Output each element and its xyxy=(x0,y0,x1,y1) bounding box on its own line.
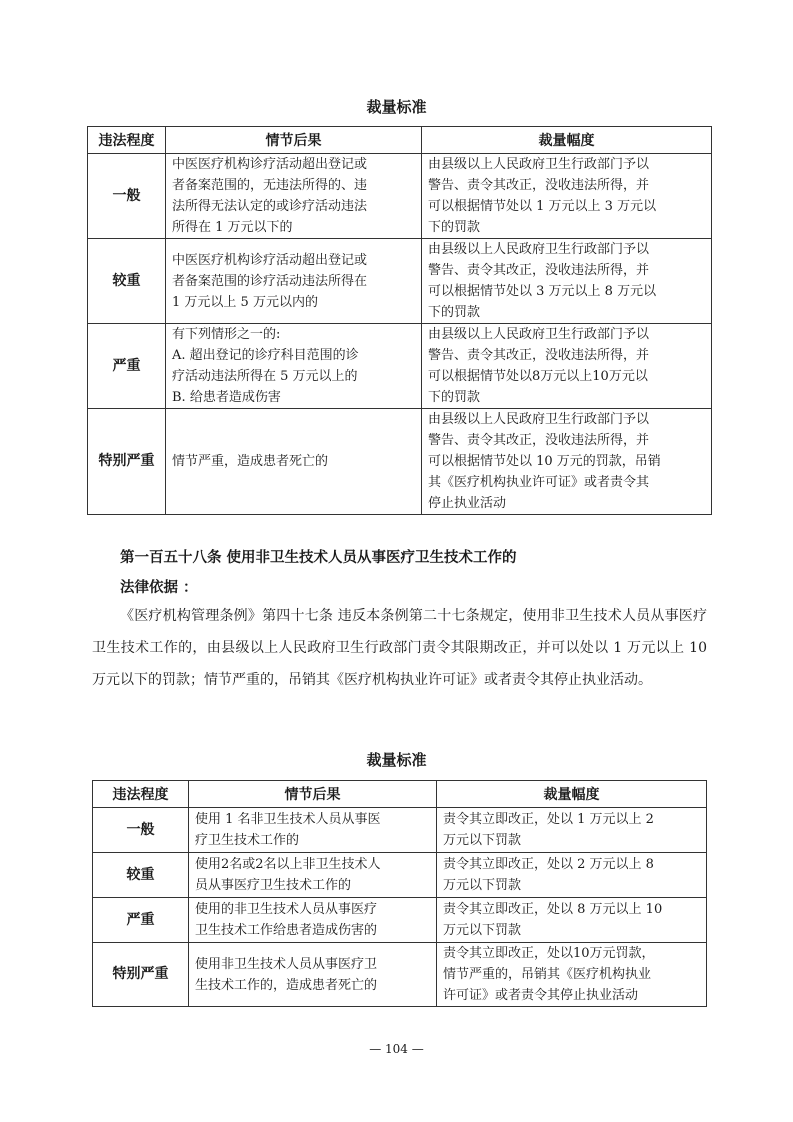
table1-row-severe xyxy=(88,324,712,409)
table2-row-severe xyxy=(93,898,707,943)
legal-basis-paragraph: 《医疗机构管理条例》第四十七条 违反本条例第二十七条规定，使用非卫生技术人员从事医疗卫生技术工作的，由县级以上人民政府卫生行政部门责令其限期改正，并可以处以 1 万元以上 10 万元以下的罚款；情节严重的，吊销其《医疗机构执业许可证》或者责令其停止执业活动。 xyxy=(92,608,707,688)
table1-consequence-severe: 有下列情形之一的: A. 超出登记的诊疗科目范围的诊 疗活动违法所得在 5 万元以上的 B. 给患者造成伤害 xyxy=(166,324,422,409)
table2-range-very-severe: 责令其立即改正，处以10万元罚款， 情节严重的，吊销其《医疗机构执业 许可证》或者责令其停止执业活动 xyxy=(437,943,707,1007)
table2-header-range: 裁量幅度 xyxy=(437,781,707,808)
table2-row-very-severe xyxy=(93,943,707,1007)
table1-range-severe: 由县级以上人民政府卫生行政部门予以 警告、责令其改正，没收违法所得，并 可以根据情节处以8万元以上10万元以 下的罚款 xyxy=(422,324,712,409)
legal-basis-label: 法律依据 ： xyxy=(120,580,198,596)
table1-level-general: 一般 xyxy=(88,154,166,239)
table2-range-severe: 责令其立即改正，处以 8 万元以上 10 万元以下罚款 xyxy=(437,898,707,943)
table1-consequence-general: 中医医疗机构诊疗活动超出登记或 者备案范围的，无违法所得的、违 法所得无法认定的或诊疗活动违法 所得在 1 万元以下的 xyxy=(166,154,422,239)
table2-level-general: 一般 xyxy=(93,808,189,853)
table1-range-serious: 由县级以上人民政府卫生行政部门予以 警告、责令其改正，没收违法所得，并 可以根据情节处以 3 万元以上 8 万元以 下的罚款 xyxy=(422,239,712,324)
table1 xyxy=(87,126,712,515)
table1-header-level: 违法程度 xyxy=(88,127,166,154)
table1-consequence-serious: 中医医疗机构诊疗活动超出登记或 者备案范围的诊疗活动违法所得在 1 万元以上 5 万元以内的 xyxy=(166,239,422,324)
table2-range-general: 责令其立即改正，处以 1 万元以上 2 万元以下罚款 xyxy=(437,808,707,853)
table1-header-range: 裁量幅度 xyxy=(422,127,712,154)
page-number: — 104 — xyxy=(369,1042,424,1056)
table2-header-row xyxy=(93,781,707,808)
table1-consequence-very-severe: 情节严重，造成患者死亡的 xyxy=(166,409,422,515)
table2-range-serious: 责令其立即改正，处以 2 万元以上 8 万元以下罚款 xyxy=(437,853,707,898)
table1-range-very-severe: 由县级以上人民政府卫生行政部门予以 警告、责令其改正，没收违法所得，并 可以根据情节处以 10 万元的罚款，吊销 其《医疗机构执业许可证》或者责令其 停止执业活动 xyxy=(422,409,712,515)
table1-level-very-severe: 特别严重 xyxy=(88,409,166,515)
table2-level-serious: 较重 xyxy=(93,853,189,898)
table2-consequence-severe: 使用的非卫生技术人员从事医疗 卫生技术工作给患者造成伤害的 xyxy=(189,898,437,943)
table1-title: 裁量标准 xyxy=(366,98,427,116)
table2-title: 裁量标准 xyxy=(366,751,427,769)
table1-row-general xyxy=(88,154,712,239)
table1-header-consequence: 情节后果 xyxy=(166,127,422,154)
table2-row-general xyxy=(93,808,707,853)
table2-consequence-serious: 使用2名或2名以上非卫生技术人 员从事医疗卫生技术工作的 xyxy=(189,853,437,898)
table2-consequence-general: 使用 1 名非卫生技术人员从事医 疗卫生技术工作的 xyxy=(189,808,437,853)
table1-row-serious xyxy=(88,239,712,324)
table2-level-severe: 严重 xyxy=(93,898,189,943)
table2-level-very-severe: 特别严重 xyxy=(93,943,189,1007)
article-heading: 第一百五十八条 使用非卫生技术人员从事医疗卫生技术工作的 xyxy=(120,550,517,566)
table1-level-serious: 较重 xyxy=(88,239,166,324)
table2-header-consequence: 情节后果 xyxy=(189,781,437,808)
table1-level-severe: 严重 xyxy=(88,324,166,409)
table1-row-very-severe xyxy=(88,409,712,515)
table2-row-serious xyxy=(93,853,707,898)
table1-range-general: 由县级以上人民政府卫生行政部门予以 警告、责令其改正，没收违法所得，并 可以根据情节处以 1 万元以上 3 万元以 下的罚款 xyxy=(422,154,712,239)
table2 xyxy=(92,780,707,1007)
table2-header-level: 违法程度 xyxy=(93,781,189,808)
table1-header-row xyxy=(88,127,712,154)
table2-consequence-very-severe: 使用非卫生技术人员从事医疗卫 生技术工作的，造成患者死亡的 xyxy=(189,943,437,1007)
